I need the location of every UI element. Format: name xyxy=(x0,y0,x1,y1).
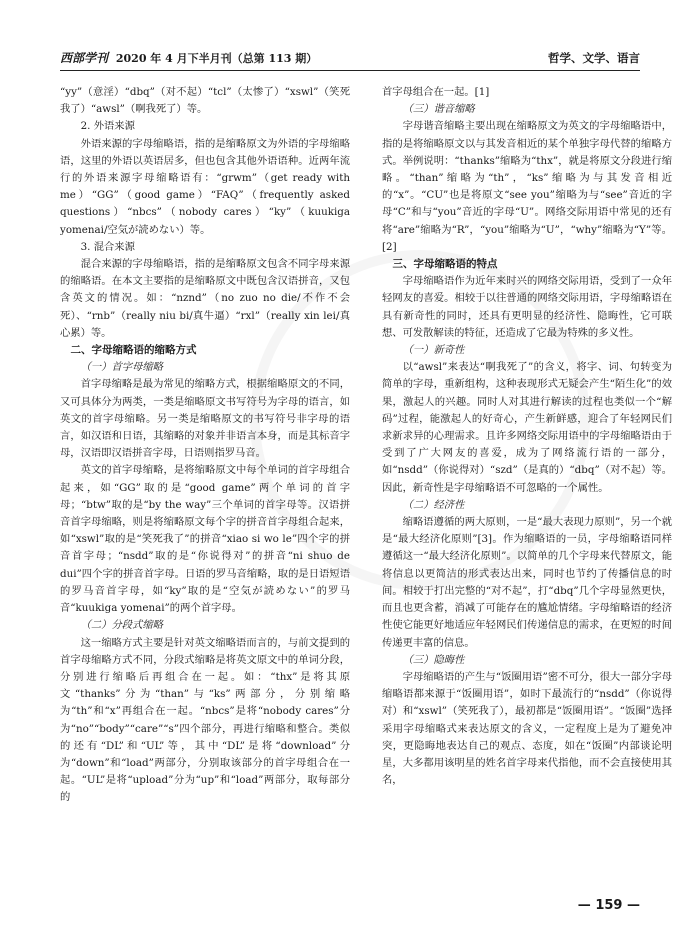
page-header xyxy=(60,46,640,71)
paragraph: 首字母缩略是最为常见的缩略方式，根据缩略原文的不同，又可具体分为两类，一类是缩略原文书写符号为字母的语言，如英文的首字母缩略。另一类是缩略原文的书写符号非字母的语言，如汉语和日语，其缩略的对象并非语言本身，而是其标音字母，汉语即汉语拼音字母，日语则指罗马音。 xyxy=(60,378,350,460)
page-number: — 159 — xyxy=(577,898,640,913)
left-column xyxy=(60,84,350,807)
paragraph: 这一缩略方式主要是针对英文缩略语而言的，与前文提到的首字母缩略方式不同，分段式缩略是将英文原文中的单词分段，分别进行缩略后再组合在一起。如：“thx”是将其原文“thanks”分为“than”与“ks”两部分，分别缩略为“th”和“x”再组合在一起。“nbcs”是将“nobody cares”分为“no”“body”“care”“s”四个部分，再进行缩略和整合。类似的还有“DL”和“UL”等，其中“DL”是将“download”分为“down”和“load”两部分，分别取该部分的首字母组合在一起。“UL”是将“upload”分为“up”和“load”两部分，取每部分的 xyxy=(60,636,350,804)
paragraph: 英文的首字母缩略，是将缩略原文中每个单词的首字母组合起来，如“GG”取的是“good game”两个单词的首字母；“btw”取的是“by the way”三个单词的首字母等。汉语拼音首字母缩略，则是将缩略原文每个字的拼音首字母组合起来，如“xswl”取的是“笑死我了”的拼音“xiao si wo le”四个字的拼音首字母；“nsdd”取的是“你说得对”的拼音“ni shuo de dui”四个字的拼音首字母。日语的罗马音缩略，取的是日语短语的罗马音首字母，如“ky”取的是“空気が読めない”的罗马音“kuukiga yomenai”的两个首字母。 xyxy=(60,464,350,615)
paragraph: 字母缩略语作为近年来时兴的网络交际用语，受到了一众年轻网友的喜爱。相较于以往普通的网络交际用语，字母缩略语在具有新奇性的同时，还具有更明显的经济性、隐晦性，它可联想、可发散解读的特征，还造成了它最为特殊的多义性。 xyxy=(382,275,672,339)
subheading-novel: （一）新奇性 xyxy=(402,344,465,357)
subheading-mixed: 3. 混合来源 xyxy=(80,240,135,253)
section-heading-methods: 二、字母缩略语的缩略方式 xyxy=(70,344,197,357)
section-label: 哲学、文学、语言 xyxy=(548,51,640,65)
paragraph: 字母缩略语的产生与“饭圈用语”密不可分，很大一部分字母缩略语都来源于“饭圈用语”，如时下最流行的“nsdd”（你说得对）和“xswl”（笑死我了），最初都是“饭圈用语”。“饭圈”选择采用字母缩略式来表达原文的含义，一定程度上是为了避免冲突，更隐晦地表达自己的观点、态度，如在“饭圈”内部谈论明星，大多都用该明星的姓名首字母来代指他，而不会直接使用其名， xyxy=(382,670,672,787)
paragraph: 字母谐音缩略主要出现在缩略原文为英文的字母缩略语中，指的是将缩略原文以与其发音相近的某个单独字母代替的缩略方式。举例说明：“thanks”缩略为“thx”，就是将原文分段进行缩略。“than”缩略为“th”，“ks”缩略为与其发音相近的“x”。“CU”也是将原文“see you”缩略为与“see”音近的字母“C”和与“you”音近的字母“U”。网络交际用语中常见的还有将“are”缩略为“R”，“you”缩略为“U”，“why”缩略为“Y”等。[2] xyxy=(382,120,672,253)
journal-info xyxy=(60,49,317,66)
section-heading-features: 三、字母缩略语的特点 xyxy=(392,258,498,271)
paragraph: 以“awsl”来表达“啊我死了”的含义，将字、词、句转变为简单的字母，重新组构，这种表现形式无疑会产生“陌生化”的效果，激起人的兴趣。同时人对其进行解读的过程也类似一个“解码”过程，能激起人的好奇心，产生新鲜感，迎合了年轻网民们求新求异的心理需求。且许多网络交际用语中的字母缩略语由于受到了广大网友的喜爱，成为了网络流行语的一部分，如“nsdd”（你说得对）“szd”（是真的）“dbq”（对不起）等。因此，新奇性是字母缩略语不可忽略的一个属性。 xyxy=(382,361,672,494)
paragraph: 混合来源的字母缩略语，指的是缩略原文包含不同字母来源的缩略语。在本文主要指的是缩略原文中既包含汉语拼音，又包含英文的情况。如：“nznd”（no zuo no die/不作不会死）、“rnb”（really niu bi/真牛逼）“rxl”（really xin lei/真心累）等。 xyxy=(60,258,350,339)
subheading-homophone: （三）谐音缩略 xyxy=(402,103,475,116)
right-column xyxy=(382,84,672,789)
paragraph: 首字母组合在一起。[1] xyxy=(382,86,490,98)
paragraph: 外语来源的字母缩略语，指的是缩略原文为外语的字母缩略语，这里的外语以英语居多，但也包含其他外语语种。近两年流行的外语来源字母缩略语有：“grwm”（get ready with me）“GG”（good game）“FAQ”（frequently asked questions）“nbcs”（nobody cares）“ky”（kuukiga yomenai/空気が読めない）等。 xyxy=(60,137,350,236)
journal-logo: 西部学刊 xyxy=(60,51,109,65)
subheading-split: （二）分段式缩略 xyxy=(80,619,163,632)
issue-label: 2020 年 4 月下半月刊（总第 113 期） xyxy=(115,52,318,65)
subheading-initial: （一）首字母缩略 xyxy=(80,361,163,374)
subheading-foreign: 2. 外语来源 xyxy=(80,120,135,133)
paragraph: “yy”（意淫）“dbq”（对不起）“tcl”（太惨了）“xswl”（笑死我了）“awsl”（啊我死了）等。 xyxy=(60,86,350,116)
subheading-hidden: （三）隐晦性 xyxy=(402,653,465,666)
paragraph: 缩略语遵循的两大原则，一是“最大表现力原则”，另一个就是“最大经济化原则”[3]。作为缩略语的一员，字母缩略语同样遵循这一“最大经济化原则”。以简单的几个字母来代替原文，能将信息以更简洁的形式表达出来，同时也节约了传播信息的时间。相较于打出完整的“对不起”，打“dbq”几个字母显然更快，而且也更含蓄，消减了可能存在的尴尬情绪。字母缩略语的经济性使它能更好地适应年轻网民们传递信息的需求，在更短的时间传递更丰富的信息。 xyxy=(382,516,672,649)
subheading-economy: （二）经济性 xyxy=(402,498,465,511)
